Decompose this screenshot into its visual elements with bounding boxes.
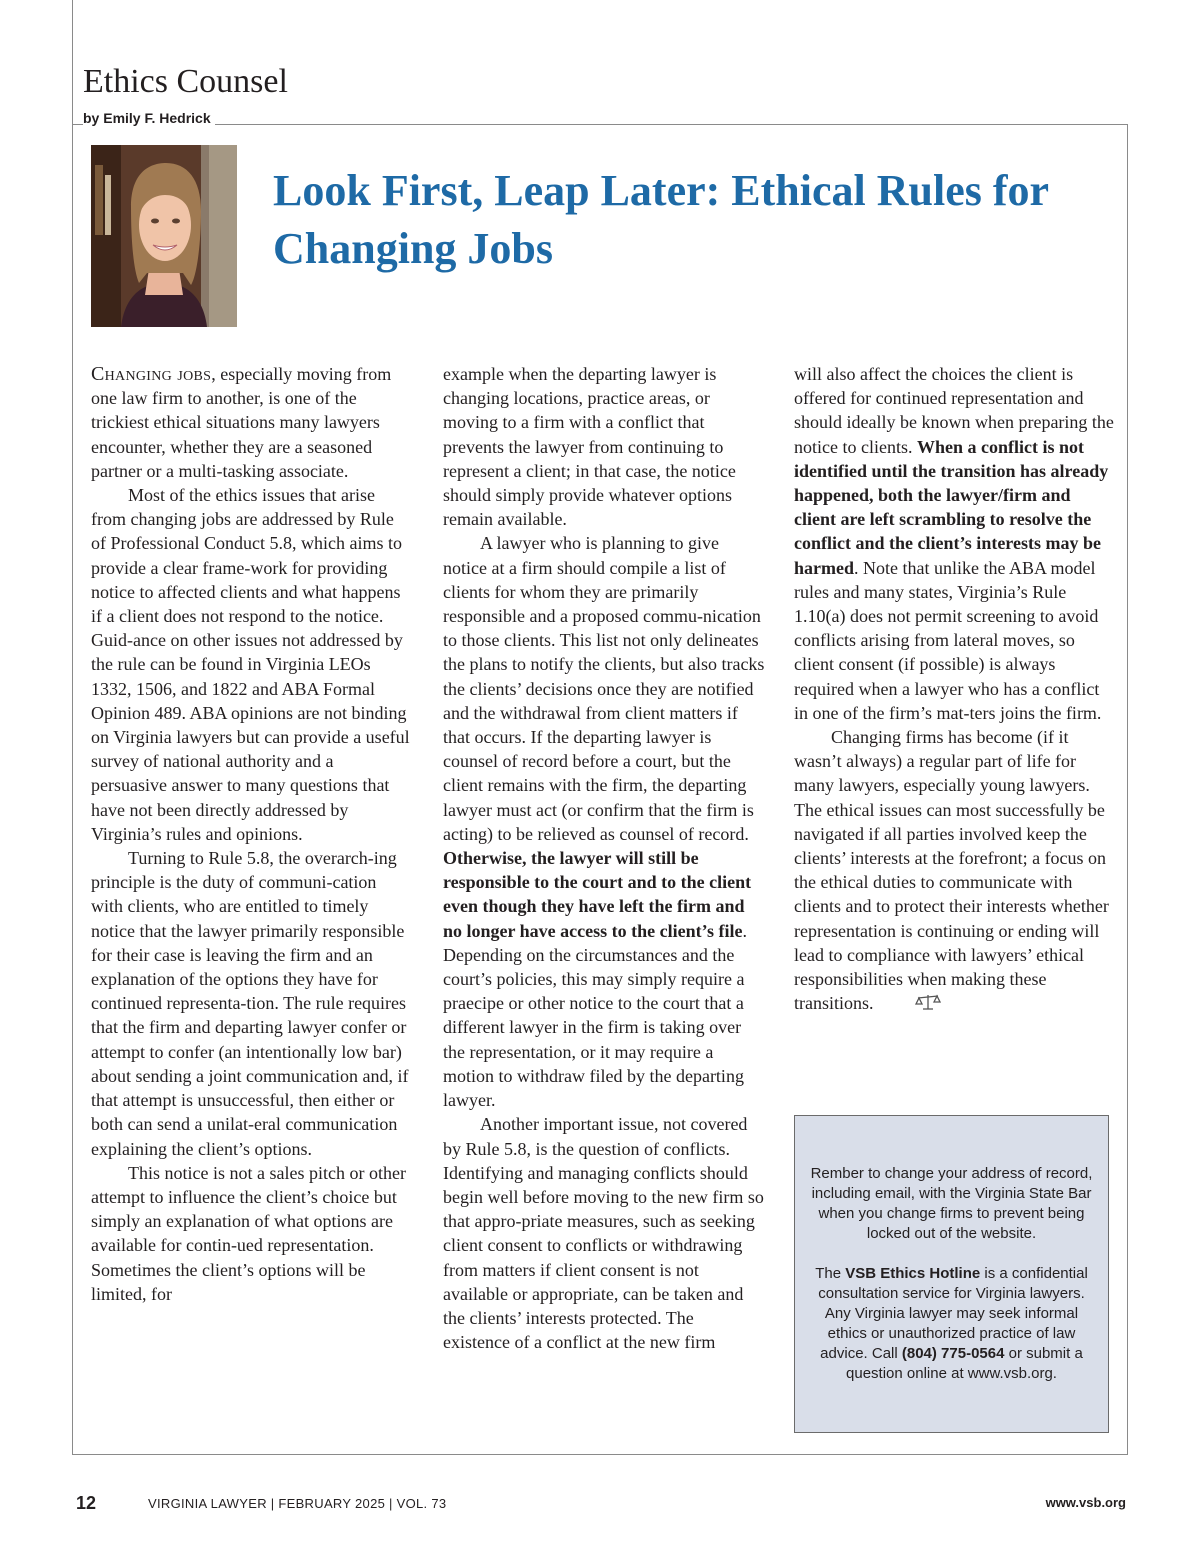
text-column-3 xyxy=(794,362,1114,1017)
footer-url: www.vsb.org xyxy=(1045,1495,1126,1510)
sidebar-text: is a confidential consultation service for Virginia lawyers. Any Virginia lawyer may seek informal ethics or unauthorized practice of law advice. Call xyxy=(818,1265,1088,1362)
sidebar-note: Rember to change your address of record, including email, with the Virginia State Bar when you change firms to prevent being locked out of the website. xyxy=(810,1165,1093,1242)
emphasis-text: When a conflict is not identified until the transition has already happened, both the lawyer/firm and client are left scrambling to resolve the conflict and the client’s interests may be harmed xyxy=(794,436,1109,578)
paragraph xyxy=(794,362,1114,725)
paragraph xyxy=(91,362,411,483)
column-title: Ethics Counsel xyxy=(83,63,288,100)
paragraph-text: . Depending on the circumstances and the court’s policies, this may simply require a praecipe or other notice to the court that a different lawyer in the firm is taking over the representation, or it may require a motion to withdraw filed by the departing lawyer. xyxy=(443,920,747,1111)
author-photo xyxy=(91,145,237,327)
publication-info: VIRGINIA LAWYER | FEBRUARY 2025 | VOL. 73 xyxy=(148,1496,447,1511)
emphasis-text: Otherwise, the lawyer will still be responsible to the court and to the client even though they have left the firm and no longer have access to the client’s file xyxy=(443,848,752,941)
sidebar-hotline-text xyxy=(805,1264,1098,1384)
paragraph-text: , especially moving from one law firm to another, is one of the trickiest ethical situations many lawyers encounter, whether they are a seasoned partner or a multi-tasking associate. xyxy=(91,364,392,481)
hotline-phone: (804) 775-0564 xyxy=(901,1345,1005,1362)
paragraph xyxy=(794,725,1114,1017)
text-column-1 xyxy=(91,362,411,1306)
hotline-sidebar xyxy=(794,1115,1109,1433)
text-column-2 xyxy=(443,362,765,1354)
paragraph-text: . Note that unlike the ABA model rules and many states, Virginia’s Rule 1.10(a) does not permit screening to avoid conflicts arising from lateral moves, so client consent (if possible) is always required when a lawyer who has a conflict in one of the firm’s mat-ters joins the firm. xyxy=(794,557,1102,723)
scales-of-justice-icon xyxy=(878,993,941,1017)
sidebar-text: or submit a question online at www.vsb.org. xyxy=(846,1345,1083,1382)
hotline-name: VSB Ethics Hotline xyxy=(845,1265,981,1282)
paragraph-text: Changing firms has become (if it wasn’t always) a regular part of life for many lawyers, especially young lawyers. The ethical issues can most successfully be navigated if all parties involved keep the clients’ interests at the forefront; a focus on the ethical duties to communicate with clients and to protect their interests whether representation is continuing or ending will lead to compliance with lawyers’ ethical responsibilities when making these transitions. xyxy=(794,727,1109,1014)
paragraph: Turning to Rule 5.8, the overarch-ing principle is the duty of communi-cation with clients, who are entitled to timely notice that the lawyer primarily responsible for their case is leaving the firm and an explanation of the options they have for continued representa-tion. The rule requires that the firm and departing lawyer confer or attempt to confer (an intentionally low bar) about sending a joint communication and, if that attempt is unsuccessful, then either or both can send a unilat-eral communication explaining the client’s options. xyxy=(91,848,409,1159)
paragraph: Another important issue, not covered by Rule 5.8, is the question of conflicts. Identifying and managing conflicts should begin well before moving to the new firm so that appro-priate measures, such as seeking client consent to conflicts or withdrawing from matters if client consent is not available or appropriate, can be taken and the clients’ interests protected. The existence of a conflict at the new firm xyxy=(443,1114,764,1353)
sidebar-text: The xyxy=(815,1265,846,1282)
paragraph-text: will also affect the choices the client is offered for continued representation and should ideally be known when preparing the notice to clients. xyxy=(794,364,1114,457)
paragraph: example when the departing lawyer is changing locations, practice areas, or moving to a firm with a conflict that prevents the lawyer from continuing to represent a client; in that case, the notice should simply provide whatever options remain available. xyxy=(443,364,736,530)
article-headline: Look First, Leap Later: Ethical Rules for Changing Jobs xyxy=(273,166,1049,273)
byline: by Emily F. Hedrick xyxy=(83,109,215,127)
lead-in: Changing jobs xyxy=(91,363,212,385)
page-number: 12 xyxy=(76,1493,97,1513)
paragraph: This notice is not a sales pitch or other attempt to influence the client’s choice but simply an explanation of what options are available for contin-ued representation. Sometimes the client’s options will be limited, for xyxy=(91,1162,406,1304)
paragraph: Most of the ethics issues that arise from changing jobs are addressed by Rule of Professional Conduct 5.8, which aims to provide a clear frame-work for providing notice to affected clients and what happens if a client does not respond to the notice. Guid-ance on other issues not addressed by the rule can be found in Virginia LEOs 1332, 1506, and 1822 and ABA Formal Opinion 489. ABA opinions are not binding on Virginia lawyers but can provide a useful survey of national authority and a persuasive answer to many questions that have not been directly addressed by Virginia’s rules and opinions. xyxy=(91,485,410,844)
paragraph-text: A lawyer who is planning to give notice at a firm should compile a list of clients for whom they are primarily responsible and a proposed commu-nication to those clients. This list not only delineates the plans to notify the clients, but also tracks the clients’ decisions once they are notified and the withdrawal from client matters if that occurs. If the departing lawyer is counsel of record before a court, but the client remains with the firm, the departing lawyer must act (or confirm that the firm is acting) to be relieved as counsel of record. xyxy=(443,533,765,844)
paragraph xyxy=(443,531,765,1112)
